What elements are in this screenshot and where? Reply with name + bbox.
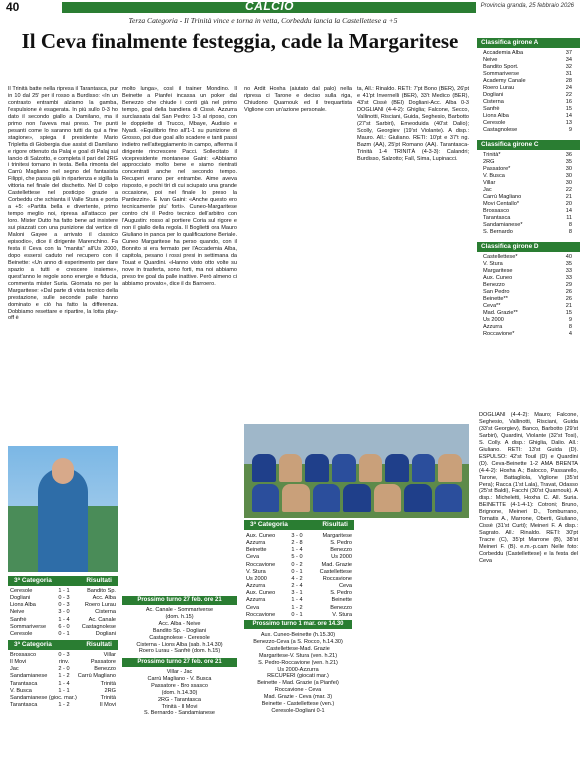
home-team: Ceresole xyxy=(10,588,33,594)
result-row xyxy=(10,673,116,680)
home-team: Azzurra xyxy=(246,583,266,590)
standings-row xyxy=(477,254,580,261)
fixture-item: S. Bernardo - Sandamianese xyxy=(144,710,215,717)
home-team: Lions Alba xyxy=(10,602,36,609)
issue-date: Provincia granda, 25 febbraio 2026 xyxy=(480,3,574,9)
score: 3 - 0 xyxy=(58,609,70,616)
result-row xyxy=(246,533,352,540)
fixtures-title: Prossimo turno 27 feb. ore 21 xyxy=(122,596,237,605)
sidebar-report xyxy=(477,412,580,762)
away-team: Cisterna xyxy=(95,609,116,616)
team-name: Sommariverse xyxy=(483,71,520,77)
team-points: 9 xyxy=(568,317,572,323)
standings-row xyxy=(477,50,580,57)
section-logo: CALCIO xyxy=(245,0,294,13)
article-kicker: Terza Categoria - Il Trinità vince e torna in vetta, Corbeddu lancia la Castellettese a +5 xyxy=(128,16,398,25)
standings-row xyxy=(477,201,580,208)
away-team: Roccavione xyxy=(322,575,352,582)
team-name: Beinette** xyxy=(483,296,508,302)
away-team: Trinità xyxy=(100,694,116,701)
team-name: Roccavione* xyxy=(483,331,515,337)
article-column-4 xyxy=(357,86,469,746)
team-points: 40 xyxy=(565,254,572,260)
home-team: Sandamianese xyxy=(10,673,48,680)
standings-row xyxy=(477,289,580,296)
team-name: Castellettese* xyxy=(483,254,518,260)
team-points: 35 xyxy=(565,159,572,165)
home-team: Roccavione xyxy=(246,611,276,618)
standings-row xyxy=(477,99,580,106)
team-photo xyxy=(244,424,469,518)
away-team: Castagnolese xyxy=(81,623,116,630)
standings-row xyxy=(477,78,580,85)
team-points: 34 xyxy=(565,57,572,63)
team-points: 20 xyxy=(565,201,572,207)
standings-row xyxy=(477,275,580,282)
standings-row xyxy=(477,187,580,194)
score: 1 - 4 xyxy=(58,680,70,687)
home-team: Neive xyxy=(10,609,25,616)
article-column-1 xyxy=(8,86,118,440)
home-team: Ceva xyxy=(246,604,260,611)
standings-row xyxy=(477,159,580,166)
result-row xyxy=(10,602,116,609)
fixture-item: Ac. Canale - Sommariverse xyxy=(145,607,214,613)
standings-row xyxy=(477,180,580,187)
result-row xyxy=(246,576,352,583)
team-points: 4 xyxy=(568,331,572,337)
team-points: 16 xyxy=(565,99,572,105)
team-points: 24 xyxy=(565,85,572,91)
fixtures-list xyxy=(122,607,237,655)
home-team: Us 2000 xyxy=(246,575,267,582)
fixture-item: S. Pedro-Roccavione (ven. h.21) xyxy=(258,659,338,666)
player-photo xyxy=(8,446,118,572)
score: rinv. xyxy=(58,659,70,666)
team-name: Sanfrè xyxy=(483,106,500,112)
fixture-item: Cisterna - Lions Alba (sab. h.14.30) xyxy=(136,641,223,648)
away-team: Il Movi xyxy=(99,702,116,709)
standings-column xyxy=(477,38,580,338)
score: 2 - 4 xyxy=(291,583,303,590)
standings-row xyxy=(477,92,580,99)
team-points: 26 xyxy=(565,289,572,295)
team-points: 22 xyxy=(565,92,572,98)
team-name: Bandito Sport. xyxy=(483,64,519,70)
standings-title: Classifica girone A xyxy=(477,38,580,48)
result-row xyxy=(246,605,352,612)
home-team: Ceresole xyxy=(10,630,33,637)
team-name: Azzurra xyxy=(483,324,503,330)
fixture-item: Passatore - Bro ssasco xyxy=(151,682,208,689)
result-row xyxy=(246,583,352,590)
standings-list xyxy=(477,152,580,236)
team-name: Margaritese xyxy=(483,268,513,274)
score: 1 - 2 xyxy=(58,702,70,709)
team-points: 13 xyxy=(565,120,572,126)
score: 2 - 8 xyxy=(291,540,303,547)
away-team: Villar xyxy=(103,652,116,658)
team-points: 21 xyxy=(565,194,572,200)
fixture-item: Acc. Alba - Neive xyxy=(158,620,201,627)
team-points: 30 xyxy=(565,166,572,172)
standings-row xyxy=(477,106,580,113)
standings-row xyxy=(477,261,580,268)
result-row xyxy=(246,612,352,619)
away-team: Acc. Alba xyxy=(92,595,116,602)
standings-row xyxy=(477,282,580,289)
away-team: 2RG xyxy=(104,687,116,694)
results-table-title xyxy=(8,640,118,650)
team-name: Dogliani xyxy=(483,92,504,98)
fixture-item: Beinette - Castellettese (ven.) xyxy=(261,701,335,708)
article-text: no Ardit Hoxha (aiutato dal palo) nella ripresa ci Tarone e deciso sulla riga, Chiudono Quarnouk ed il trequartista Viglione con un'azione personale. xyxy=(244,86,352,113)
away-team: Carrù Magliano xyxy=(77,673,116,680)
result-row xyxy=(10,702,116,709)
score: 0 - 3 xyxy=(58,652,70,658)
team-name: Cisterna xyxy=(483,99,504,105)
standings-row xyxy=(477,85,580,92)
fixture-item: Carrù Magliano - V. Busca xyxy=(147,675,212,682)
team-points: 9 xyxy=(568,127,572,133)
fixture-item: Castagnolese - Ceresole xyxy=(149,634,210,641)
team-points: 28 xyxy=(565,78,572,84)
team-name: Neive xyxy=(483,57,498,63)
score: 2 - 0 xyxy=(58,666,70,673)
standings-list xyxy=(477,254,580,338)
standings-row xyxy=(477,127,580,134)
standings-row xyxy=(477,152,580,159)
article-text: molto lunga», così il trainer Mondino. Il Beinette a Pianfei incassa un poker dal Benezzo che chiude i conti già nel primo tempo, goal della bandiera di Cissè. Azzurra surclassata dal San Pedro: 1-3 al riposo, con le doppiette di Trucco, Mbaye, Audisio e Nyadi. «Equilibrio fino all'1-1 su punizione di Grosso, poi due goal allo scadere e tanti passi indietro nell'atteggiamento in campo, afferma il dirigente rincrescere Pacci. Sollecitato il vicepresidente montanese Gaini: «Abbiamo approcciato molto bene e siamo rientrati concentrati anche nel secondo tempo. Recuperi erano per entrambe. Aime aveva risposto, e pochi tiri di cui sciupato una grande occasione, poi nel finale lo preso la Pardezzin». E Ivan Gaini: «Anche questo ero tecnicamente piu' forti». Cuneo-Margaritese contro chi il Pedro tecnico dell'arbitro con l'Augustin: rosso al portiere Coria sul rigore e non il giallo della regola. Il Boglietti ora Mauro Giuliano in panca per lo qualificazione Beriale. Cuneo Margaritese ha perso quando, con il Bonnito si era fermato per l'Accademia Alba, capitola, pesano i rossi presi in settimana da Touat e Quardini. «Hanno visto otto volte su nove in trasferta, sono forti, ma noi abbiamo preso tre goal da palle inattive. Però almeno ci abbiamo provato», dice il ds Barroero. xyxy=(122,86,237,287)
team-points: 21 xyxy=(565,303,572,309)
home-team: Sandamianese (gioc. mar.) xyxy=(10,694,77,701)
standings-list xyxy=(477,50,580,134)
team-points: 37 xyxy=(565,50,572,56)
team-name: S. Bernardo xyxy=(483,229,513,235)
standings-row xyxy=(477,229,580,236)
result-row xyxy=(10,631,116,638)
results-table-title xyxy=(8,576,118,586)
result-row xyxy=(10,688,116,695)
score: 1 - 1 xyxy=(58,687,70,694)
score: 4 - 2 xyxy=(291,575,303,582)
home-team: V. Stura xyxy=(246,568,266,575)
team-name: Roero Lurau xyxy=(483,85,515,91)
results-table xyxy=(246,533,352,619)
fixtures-title: Prossimo turno 1 mar. ore 14.30 xyxy=(244,620,352,629)
home-team: Aux. Cuneo xyxy=(246,590,276,597)
standings-row xyxy=(477,113,580,120)
team-name: Mad. Grazie** xyxy=(483,310,518,316)
team-points: 8 xyxy=(568,222,572,228)
team-points: 15 xyxy=(565,106,572,112)
score: 1 - 4 xyxy=(58,616,70,623)
table-title: 3ª Categoria xyxy=(14,641,52,648)
team-name: Tarantasca xyxy=(483,215,511,221)
home-team: V. Busca xyxy=(10,687,32,694)
away-team: Benezzo xyxy=(330,547,352,554)
team-name: Ceva** xyxy=(483,303,501,309)
standings-row xyxy=(477,296,580,303)
team-name: Sandamianese* xyxy=(483,222,523,228)
fixture-item: RECUPERI (giocati mar.) xyxy=(267,673,329,680)
fixture-item: Aux. Cuneo-Beinette (h.15.30) xyxy=(260,632,336,638)
standings-row xyxy=(477,317,580,324)
team-name: Academy Canale xyxy=(483,78,526,84)
home-team: Azzurra xyxy=(246,540,266,547)
team-points: 35 xyxy=(565,261,572,267)
result-row xyxy=(10,588,116,595)
team-points: 11 xyxy=(566,215,572,221)
team-name: Jac xyxy=(483,187,492,193)
page-number: 40 xyxy=(6,0,20,14)
home-team: Tarantasca xyxy=(10,702,38,709)
away-team: Castellettese xyxy=(319,568,352,575)
team-points: 33 xyxy=(565,275,572,281)
team-name: V. Stura xyxy=(483,261,503,267)
fixture-item: Us 2000-Azzurra xyxy=(277,666,319,673)
away-team: Benezzo xyxy=(94,666,116,673)
away-team: V. Stura xyxy=(332,611,352,618)
away-team: Margaritese xyxy=(322,533,352,539)
score: 5 - 0 xyxy=(291,554,303,561)
team-points: 8 xyxy=(568,324,572,330)
home-team: Beinette xyxy=(246,547,267,554)
team-name: Brossasco xyxy=(483,208,510,214)
fixture-item: Roccavione - Ceva xyxy=(274,687,322,694)
fixture-item: Mad. Grazie - Ceva (mar. 3) xyxy=(263,694,333,701)
away-team: Ceva xyxy=(338,583,352,590)
standings-row xyxy=(477,215,580,222)
home-team: Ceva xyxy=(246,554,260,561)
away-team: Benezzo xyxy=(330,604,352,611)
team-points: 33 xyxy=(565,268,572,274)
fixtures-list xyxy=(122,669,237,717)
result-row xyxy=(10,595,116,602)
away-team: S. Pedro xyxy=(330,590,352,597)
standings-row xyxy=(477,222,580,229)
results-table xyxy=(10,588,116,638)
table-title: 3ª Categoria xyxy=(250,521,288,528)
fixture-item: (dom. h.14.30) xyxy=(161,689,198,696)
fixture-item: Trinità - Il Movi xyxy=(161,703,198,710)
result-row xyxy=(10,695,116,702)
fixture-item: Roero Lurau - Sanfrè (dom. h.15) xyxy=(138,648,221,655)
team-points: 30 xyxy=(565,180,572,186)
fixture-item: Ceresole-Dogliani 0-1 xyxy=(271,707,325,714)
team-points: 30 xyxy=(565,173,572,179)
team-points: 15 xyxy=(565,310,572,316)
fixture-item: Benezzo-Ceva (a S. Rocco, h.14.30) xyxy=(253,638,343,645)
score xyxy=(54,695,74,702)
fixtures-title: Prossimo turno 27 feb. ore 21 xyxy=(122,658,237,667)
table-label: Risultati xyxy=(86,577,112,584)
team-points: 14 xyxy=(565,208,572,214)
standings-row xyxy=(477,208,580,215)
team-points: 29 xyxy=(565,282,572,288)
away-team: Passatore xyxy=(90,659,116,666)
standings-row xyxy=(477,310,580,317)
home-team: Tarantasca xyxy=(10,680,38,687)
away-team: Dogliani xyxy=(95,630,116,637)
away-team: Us 2000 xyxy=(331,554,352,561)
score: 6 - 0 xyxy=(58,623,70,630)
score: 3 - 0 xyxy=(291,533,303,539)
team-points: 14 xyxy=(565,113,572,119)
result-row xyxy=(246,540,352,547)
away-team: Bandito Sp. xyxy=(87,588,116,594)
fixture-item: Beinette - Mad. Grazie (a Pianfei) xyxy=(257,680,339,687)
result-row xyxy=(10,681,116,688)
team-name: Movi Centallo* xyxy=(483,201,520,207)
team-name: San Pedro xyxy=(483,289,510,295)
fixture-item: 2RG - Tarantasca xyxy=(157,696,201,703)
fixtures-list xyxy=(244,632,352,715)
home-team: Brossasco xyxy=(10,652,37,658)
score: 0 - 3 xyxy=(58,595,70,602)
team-name: Passatore* xyxy=(483,166,511,172)
standings-row xyxy=(477,303,580,310)
team-points: 36 xyxy=(565,152,572,158)
score: 1 - 1 xyxy=(58,588,70,594)
score: 0 - 1 xyxy=(291,611,303,618)
team-name: 2RG xyxy=(483,159,495,165)
standings-row xyxy=(477,194,580,201)
home-team: Jac xyxy=(10,666,19,673)
fixture-item: Villar - Jac xyxy=(166,669,193,675)
standings-title: Classifica girone D xyxy=(477,242,580,252)
result-row xyxy=(10,666,116,673)
article-text: ta, All.: Rinaldo. RETI: 7'pt Bono (BER), 26'pt e 41'pt Invernelli (BER), 33't Medico (BER), 43'st Cissè (BEI) Dogliani-Acc. Alba 0-3 DOGLIANI (4-4-2): Ghiglia; Falcone, Secco, Vallinotti, Risciani, Guida, Seghesio, Barbotto (27'st Sarbiri), Emeoduida (40'st Dalio); Scolly, Georgiev (19'st Violante). A disp.: Mauro. All.: Giuliano. RETI: 10'pt e 37't ng. Bazm (AA), 25'pt Romano (AA). Tarantasca-Trinità 1-4 TRINITÀ (4-3-3): Calandri; Burdisso, Salzotto; Fall, Sima, Lupinacci. xyxy=(357,86,469,162)
article-text: Il Trinità batte nella ripresa il Tarantasca, pur in 10 dal 25' per il rosso a Burdisso: «In un contrasto entrambi alziamo la gamba, l'espulsione è esagerata. In più sullo 0-3 ho dato il secondo giallo a Damilano, ma il primo non l'aveva mai preso. Tre punti pesanti come lo saranno tutti da qui a fine stagione», spiega il presidente Mario Tripletta di Giobergia due assist di Damilano e rigore ottenuto da Palaj e goal di Palaj sul lancio di Salzotto, e completa il pari del 2RG i trinitesi tornano in testa. Bella rimonta del Carrù Magliano nel segno del fantasista Filippi, che passa già in ripartenza e sigilla la vittoria nel finale del dischetto. Nel D colpo Castellettese nel posticipo grazie a Corbeddu che schianta il Valle Stura e porta a +5: «Partita bella e divertente, primo tempo meglio noi, ripresa all'attacco per loro. Mister Dutto ha fatto bene ad insistere sui piazzati con una punizione dal vertice di Maloni Gayee a arrivato il classico episodio», dice il dirigente Marenchino. Fa festa il Ceva con la "manita" all'Us 2000, dopo essersi caduto nel recupero con il Beinette: «Un anno di esperimento per dare spazio a tutti e crescere insieme», quest'anno le regole sono energie e fiducia, commenta mister Suria. Giornata no per la Margaritese: «Dal parte di vista tecnico della prestazione, sulle seconde palle hanno dominato e ciò ha fatto la differenza. Dobbiamo resettare e ripartire, la lotta play-off è xyxy=(8,86,118,322)
home-team: Aux. Cuneo xyxy=(246,533,276,539)
result-row xyxy=(246,554,352,561)
team-points: 31 xyxy=(565,71,572,77)
article-headline: Il Ceva finalmente festeggia, cade la Margaritese xyxy=(21,29,459,53)
away-team: Ac. Canale xyxy=(88,616,116,623)
score: 1 - 2 xyxy=(58,673,70,680)
score: 0 - 3 xyxy=(58,602,70,609)
score: 1 - 2 xyxy=(291,604,303,611)
standings-row xyxy=(477,166,580,173)
result-row xyxy=(10,609,116,616)
result-row xyxy=(246,547,352,554)
team-name: Castagnolese xyxy=(483,127,518,133)
standings-row xyxy=(477,173,580,180)
page-header xyxy=(0,0,580,14)
score: 0 - 2 xyxy=(291,561,303,568)
standings-row xyxy=(477,331,580,338)
away-team: Beinette xyxy=(331,597,352,604)
team-name: Benezzo xyxy=(483,282,505,288)
team-name: Villar xyxy=(483,180,496,186)
team-name: V. Busca xyxy=(483,173,505,179)
away-team: S. Pedro xyxy=(330,540,352,547)
score: 1 - 4 xyxy=(291,597,303,604)
score: 0 - 1 xyxy=(291,568,303,575)
team-name: Lions Alba xyxy=(483,113,509,119)
results-table-title xyxy=(244,520,354,530)
standings-row xyxy=(477,64,580,71)
home-team: Dogliani xyxy=(10,595,31,602)
team-name: Carrù Magliano xyxy=(483,194,522,200)
standings-row xyxy=(477,324,580,331)
team-points: 32 xyxy=(565,64,572,70)
standings-row xyxy=(477,120,580,127)
team-name: Accademia Alba xyxy=(483,50,524,56)
table-title: 3ª Categoria xyxy=(14,577,52,584)
team-points: 22 xyxy=(565,187,572,193)
standings-row xyxy=(477,71,580,78)
team-points: 26 xyxy=(565,296,572,302)
away-team: Roero Lurau xyxy=(84,602,116,609)
score: 0 - 1 xyxy=(58,630,70,637)
home-team: Roccavione xyxy=(246,561,276,568)
result-row xyxy=(246,562,352,569)
home-team: Il Movi xyxy=(10,659,27,666)
team-name: Aux. Cuneo xyxy=(483,275,513,281)
result-row xyxy=(10,652,116,659)
home-team: Sanfrè xyxy=(10,616,27,623)
fixture-item: Bandito Sp. - Dogliani xyxy=(152,627,207,634)
standings-row xyxy=(477,57,580,64)
fixture-item: Margaritese-V. Stura (ven. h.21) xyxy=(258,652,338,659)
table-label: Risultati xyxy=(322,521,348,528)
team-name: Ceresole xyxy=(483,120,506,126)
fixture-item: (dom. h.15) xyxy=(165,613,194,620)
away-team: Mad. Grazie xyxy=(321,561,352,568)
away-team: Trinità xyxy=(100,680,116,687)
home-team: Azzurra xyxy=(246,597,266,604)
standings-row xyxy=(477,268,580,275)
sidebar-report-text: DOGLIANI (4-4-2): Mauro; Falcone, Seghesio, Vallinotti, Risciani, Guida (33'st Georgiev), Banco, Barbotto (29'st Sarbiri), Quardini, Violante (32'st Tosi), S. Colly. A disp.: Ghiglia, Dalio. All.: Giuliano. RETI: 13'st Guida (D). ESPULSO: 42'st Touil (D) e Quardini (D). Ceva-Beinette 1-2 AMA BRENTA (4-4-2): Hoxha A.; Balocco, Passarello, Tarone, Battagliola, Viglione (35'st Pera); Racca (1'st Lala), Travat, Odasso (25'st Baldi), Facchi (30'st Quarnouk). A disp.: Micheletti, Hoxha C. All. Suria. BEINETTE (4-1-4-1): Cotroni; Bruno, Brignone, Meineri D., Tomburrano, Tornatis A., Marrone, Oberti, Giuliano, Cissè (31'st Curti); Meineri F. A disp.: Sagrato. All.: Rinaldo. RETI: 30'pt Tracre (C), 35'pt Marrone (B), 38'st Meineri F. (B). e.m.-p.cam Nelle foto: Corbeddu (Castellettese) e la festa del Ceva xyxy=(479,412,578,565)
team-name: Us 2000 xyxy=(483,317,504,323)
standings-title: Classifica girone C xyxy=(477,140,580,150)
fixture-item: Castellettese-Mad. Grazie xyxy=(266,645,330,652)
results-table xyxy=(10,652,116,709)
result-row xyxy=(10,624,116,631)
team-points: 8 xyxy=(568,229,572,235)
result-row xyxy=(10,659,116,666)
team-name: Trinità* xyxy=(483,152,501,158)
score: 1 - 4 xyxy=(291,547,303,554)
home-team: Sommariverse xyxy=(10,623,47,630)
result-row xyxy=(246,597,352,604)
result-row xyxy=(246,590,352,597)
table-label: Risultati xyxy=(86,641,112,648)
score: 3 - 1 xyxy=(291,590,303,597)
result-row xyxy=(246,569,352,576)
result-row xyxy=(10,617,116,624)
